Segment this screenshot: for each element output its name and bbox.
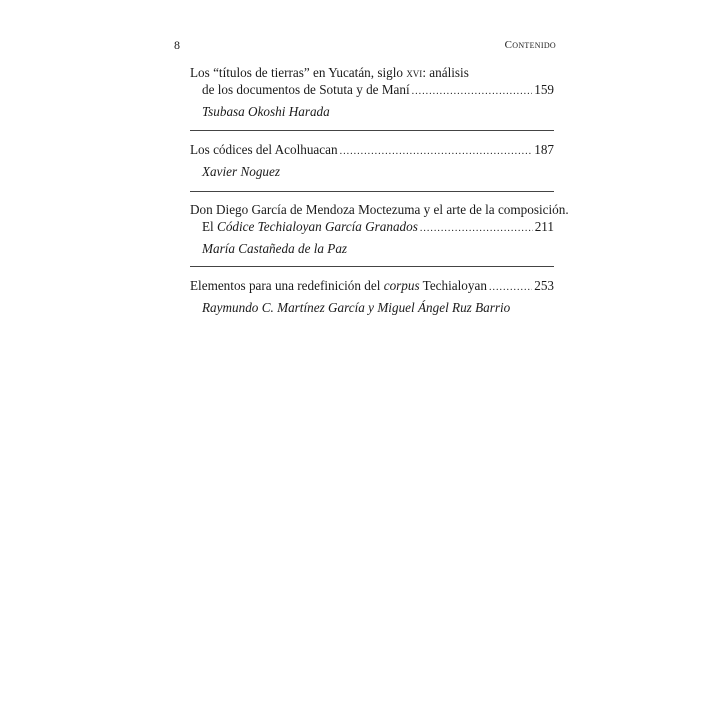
entry-title: Elementos para una redefinición del corpus Techialoyan ..... 253 (190, 277, 554, 296)
page-header (174, 38, 556, 54)
entry-title-continuation: de los documentos de Sotuta y de Maní ..... 159 (190, 81, 554, 100)
toc-entry (190, 130, 554, 191)
toc-entry (190, 266, 554, 316)
entry-page-number[interactable]: 253 (534, 278, 554, 293)
dot-leader (420, 220, 533, 237)
entry-author: Tsubasa Okoshi Harada (202, 104, 330, 119)
entry-page-number[interactable]: 187 (534, 142, 554, 157)
dot-leader (340, 143, 533, 160)
entry-page-number[interactable]: 211 (534, 219, 554, 234)
dot-leader (412, 83, 533, 100)
entry-author: Raymundo C. Martínez García y Miguel Ángel Ruz Barrio (202, 300, 511, 315)
page-number: 8 (174, 38, 180, 52)
entry-title: Don Diego García de Mendoza Moctezuma y el arte de la composición. (190, 202, 569, 217)
entry-title-continuation: El Códice Techialoyan García Granados ..... 211 (190, 218, 554, 237)
dot-leader (489, 279, 532, 296)
entry-title: Los códices del Acolhuacan ..... 187 (190, 141, 554, 160)
running-head: Contenido (504, 39, 556, 51)
table-of-contents (190, 64, 569, 316)
toc-entry (190, 64, 554, 130)
entry-title: Los “títulos de tierras” en Yucatán, siglo xvi: análisis (190, 65, 469, 80)
entry-author: María Castañeda de la Paz (202, 241, 348, 256)
entry-author: Xavier Noguez (202, 164, 281, 179)
toc-entry (190, 191, 569, 266)
entry-page-number[interactable]: 159 (534, 82, 554, 97)
